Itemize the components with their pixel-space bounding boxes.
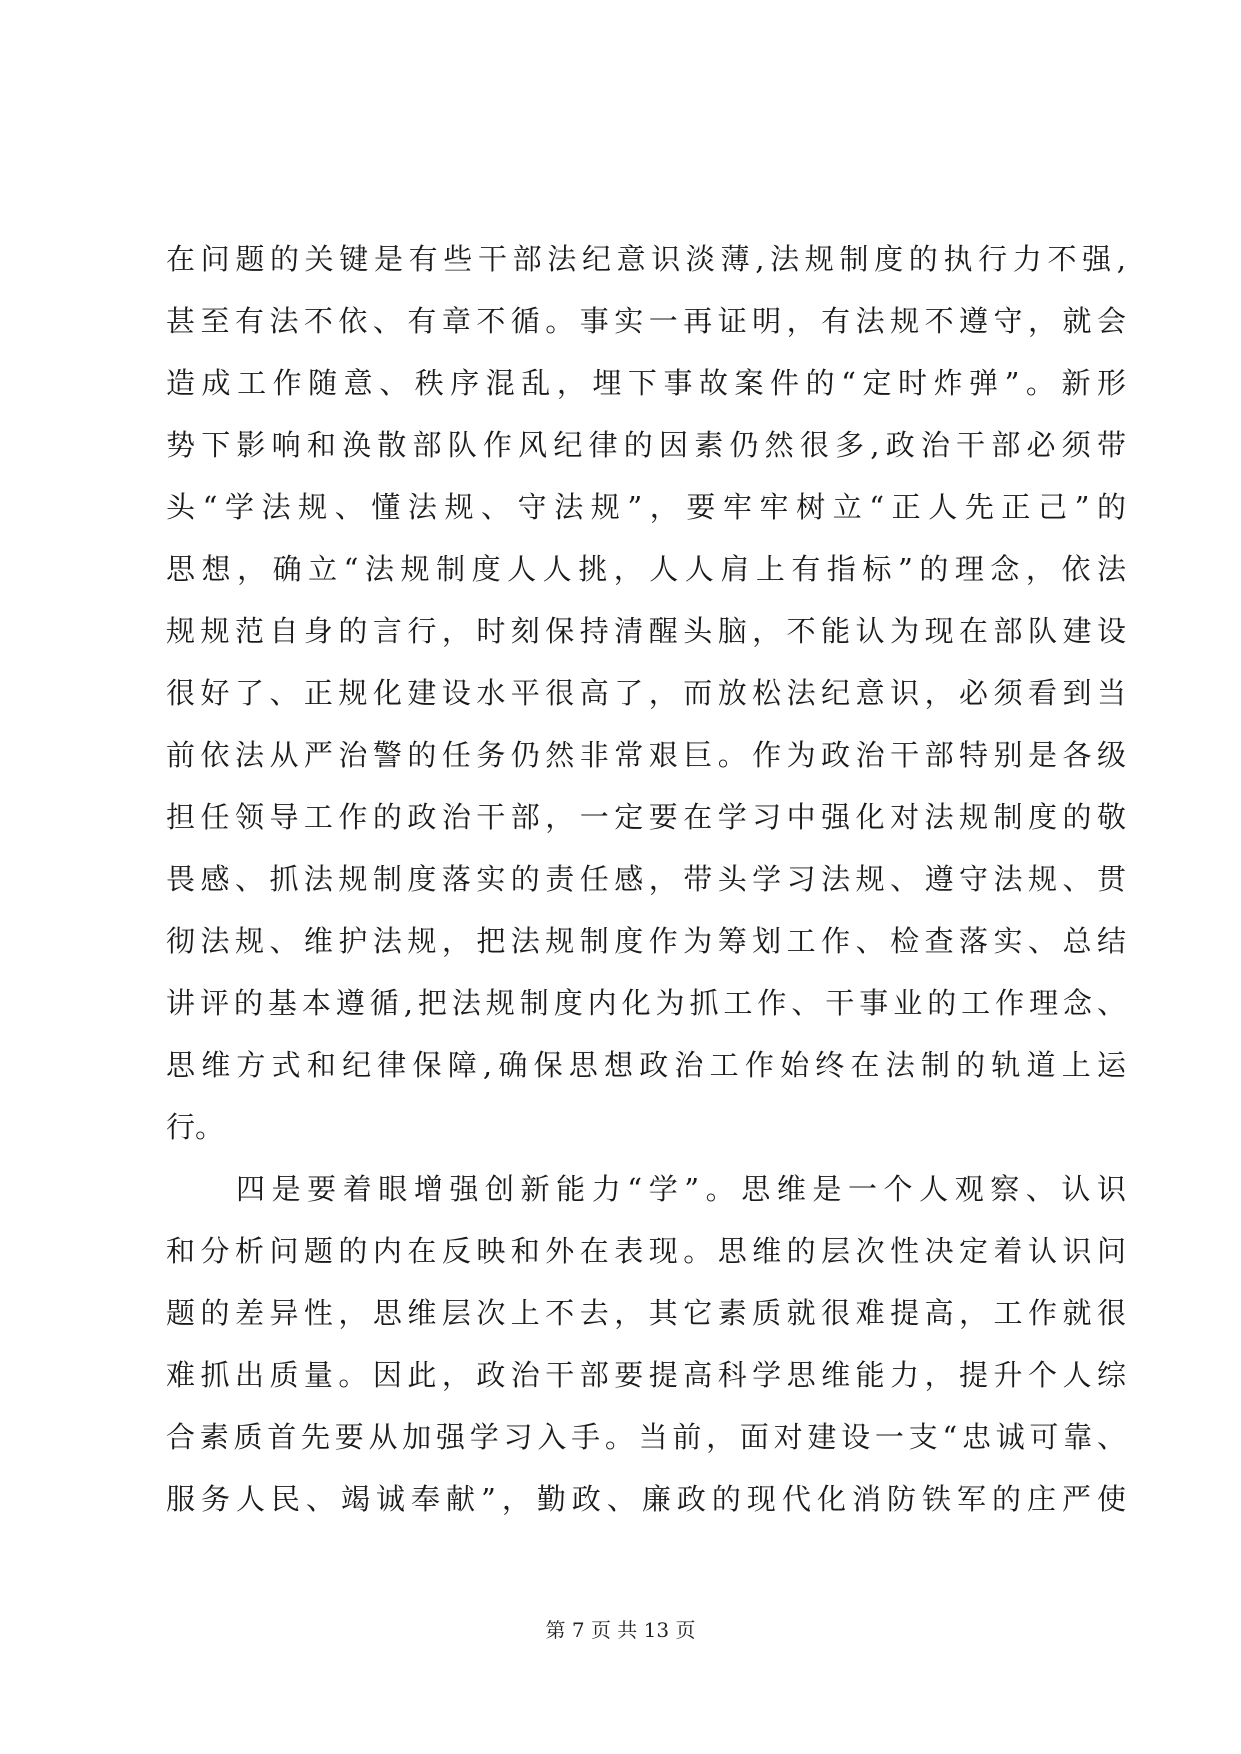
text-line: 规规范自身的言行，时刻保持清醒头脑，不能认为现在部队建设 [166,614,1126,648]
text-line: 头“学法规、懂法规、守法规”，要牢牢树立“正人先正己”的 [166,490,1126,524]
text-line: 在问题的关键是有些干部法纪意识淡薄,法规制度的执行力不强, [166,242,1126,276]
text-line: 思想，确立“法规制度人人挑，人人肩上有指标”的理念，依法 [166,552,1126,586]
text-line: 畏感、抓法规制度落实的责任感，带头学习法规、遵守法规、贯 [166,862,1126,896]
text-line: 担任领导工作的政治干部，一定要在学习中强化对法规制度的敬 [166,800,1126,834]
text-line: 势下影响和涣散部队作风纪律的因素仍然很多,政治干部必须带 [166,428,1126,462]
text-line: 合素质首先要从加强学习入手。当前，面对建设一支“忠诚可靠、 [166,1420,1126,1454]
text-line: 讲评的基本遵循,把法规制度内化为抓工作、干事业的工作理念、 [166,986,1126,1020]
text-line: 造成工作随意、秩序混乱，埋下事故案件的“定时炸弹”。新形 [166,366,1126,400]
text-line: 和分析问题的内在反映和外在表现。思维的层次性决定着认识问 [166,1234,1126,1268]
text-line: 题的差异性，思维层次上不去，其它素质就很难提高，工作就很 [166,1296,1126,1330]
text-line: 彻法规、维护法规，把法规制度作为筹划工作、检查落实、总结 [166,924,1126,958]
text-line: 很好了、正规化建设水平很高了，而放松法纪意识，必须看到当 [166,676,1126,710]
text-line: 行。 [166,1110,225,1144]
page-footer: 第 7 页 共 13 页 [545,1618,696,1642]
text-line: 前依法从严治警的任务仍然非常艰巨。作为政治干部特别是各级 [166,738,1126,772]
body-text [166,228,1126,1530]
text-line: 四是要着眼增强创新能力“学”。思维是一个人观察、认识 [236,1172,1126,1206]
text-line: 思维方式和纪律保障,确保思想政治工作始终在法制的轨道上运 [166,1048,1126,1082]
text-line: 甚至有法不依、有章不循。事实一再证明，有法规不遵守，就会 [166,304,1126,338]
text-line: 难抓出质量。因此，政治干部要提高科学思维能力，提升个人综 [166,1358,1126,1392]
text-line: 服务人民、竭诚奉献”，勤政、廉政的现代化消防铁军的庄严使 [166,1482,1126,1516]
